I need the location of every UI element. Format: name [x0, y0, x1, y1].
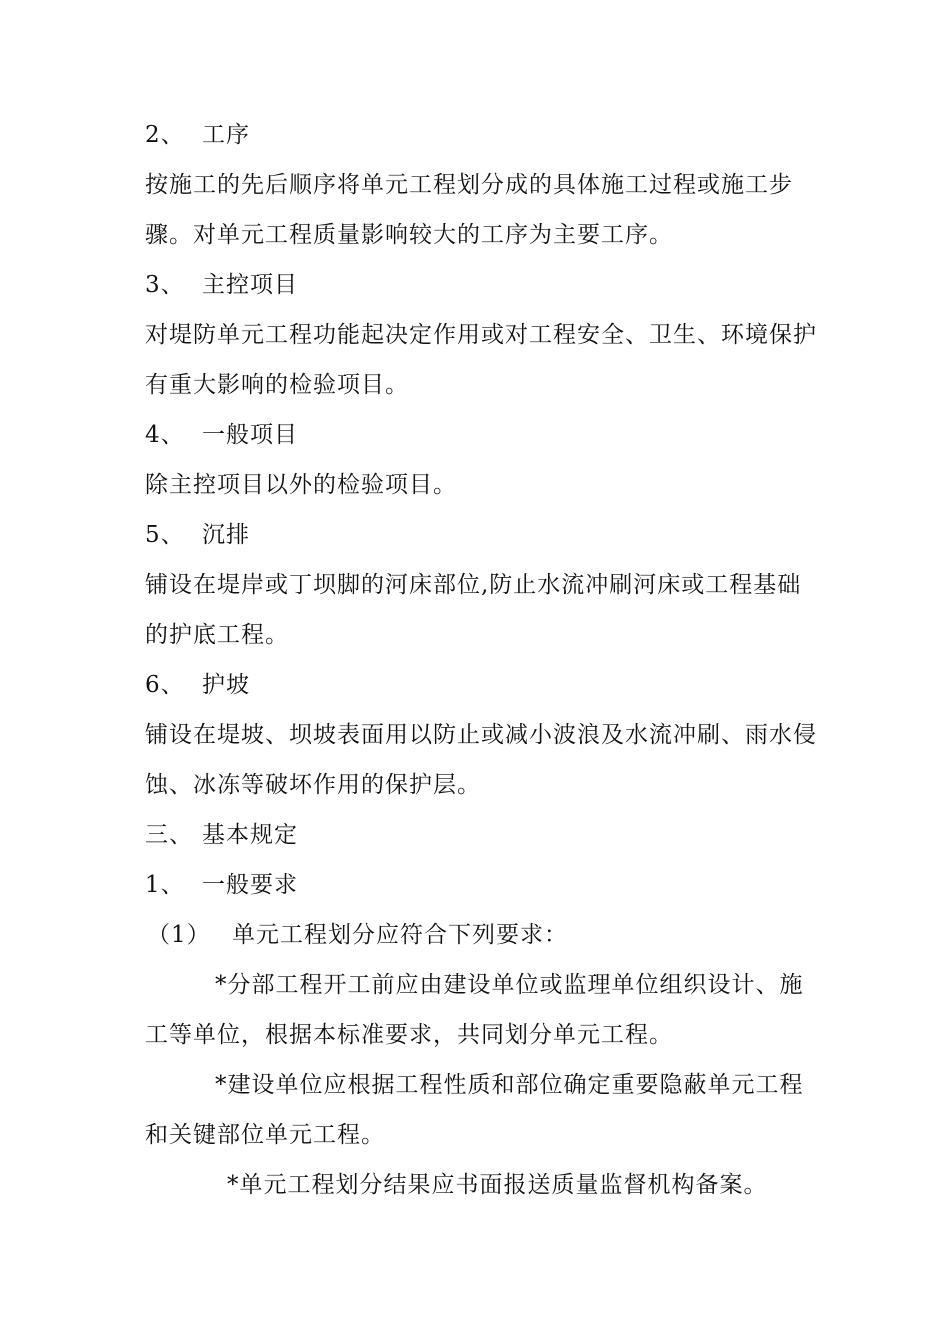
- section-number: 4、: [145, 422, 185, 448]
- section-title: 沉排: [202, 522, 250, 548]
- paragraph-line: 铺设在堤岸或丁坝脚的河床部位,防止水流冲刷河床或工程基础: [145, 572, 802, 598]
- section-number: 1、: [145, 872, 185, 898]
- bullet-line: *分部工程开工前应由建设单位或监理单位组织设计、施: [215, 972, 804, 998]
- section-title: 护坡: [202, 672, 250, 698]
- bullet-line: *建设单位应根据工程性质和部位确定重要隐蔽单元工程: [215, 1072, 804, 1098]
- section-heading-6: [145, 670, 825, 700]
- section-heading-5: [145, 520, 825, 550]
- paragraph-line: 骤。对单元工程质量影响较大的工序为主要工序。: [145, 222, 673, 248]
- chapter-heading-3: [145, 820, 825, 850]
- paragraph-line: 按施工的先后顺序将单元工程划分成的具体施工过程或施工步: [145, 172, 793, 198]
- paragraph-line: 的护底工程。: [145, 622, 289, 648]
- subitem-title: 单元工程划分应符合下列要求：: [232, 922, 568, 948]
- section-title: 一般项目: [202, 422, 298, 448]
- paragraph-line: 铺设在堤坡、坝坡表面用以防止或减小波浪及水流冲刷、雨水侵: [145, 722, 817, 748]
- section-heading-2: [145, 120, 825, 150]
- subitem-number: （1）: [147, 922, 211, 948]
- chapter-number: 三、: [145, 822, 193, 848]
- section-heading-1: [145, 870, 825, 900]
- section-number: 3、: [145, 272, 185, 298]
- section-title: 主控项目: [202, 272, 298, 298]
- paragraph-line: 对堤防单元工程功能起决定作用或对工程安全、卫生、环境保护: [145, 322, 817, 348]
- bullet-line: *单元工程划分结果应书面报送质量监督机构备案。: [227, 1172, 768, 1198]
- section-number: 5、: [145, 522, 185, 548]
- paragraph-line: 除主控项目以外的检验项目。: [145, 472, 457, 498]
- bullet-continuation-line: 工等单位，根据本标准要求，共同划分单元工程。: [145, 1022, 673, 1048]
- chapter-title: 基本规定: [202, 822, 298, 848]
- section-number: 2、: [145, 122, 185, 148]
- bullet-continuation-line: 和关键部位单元工程。: [145, 1122, 385, 1148]
- section-title: 工序: [202, 122, 250, 148]
- section-number: 6、: [145, 672, 185, 698]
- section-heading-3: [145, 270, 825, 300]
- subitem-heading: [147, 920, 827, 950]
- paragraph-line: 蚀、冰冻等破坏作用的保护层。: [145, 772, 481, 798]
- section-heading-4: [145, 420, 825, 450]
- paragraph-line: 有重大影响的检验项目。: [145, 372, 409, 398]
- section-title: 一般要求: [202, 872, 298, 898]
